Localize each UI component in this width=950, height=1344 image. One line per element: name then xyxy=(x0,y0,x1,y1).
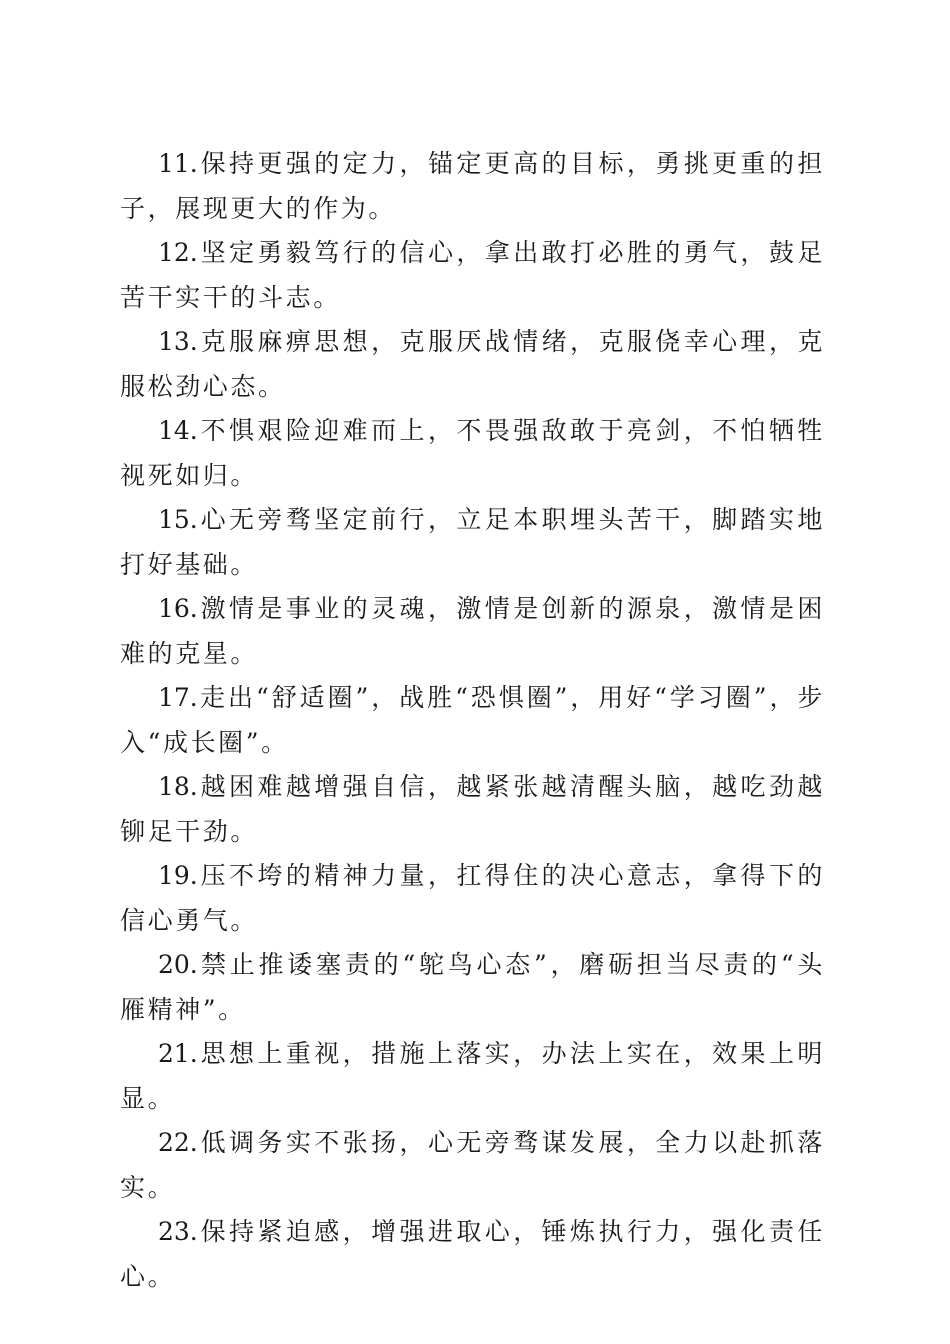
list-item-11 xyxy=(120,142,825,231)
item-number: 13. xyxy=(158,327,198,356)
item-number: 19. xyxy=(158,861,198,890)
item-text: 克服麻痹思想，克服厌战情绪，克服侥幸心理，克服松劲心态。 xyxy=(120,327,825,401)
item-text: 坚定勇毅笃行的信心，拿出敢打必胜的勇气，鼓足苦干实干的斗志。 xyxy=(120,238,825,312)
item-number: 22. xyxy=(158,1128,198,1157)
item-number: 15. xyxy=(158,505,198,534)
list-item-20 xyxy=(120,943,825,1032)
item-text: 不惧艰险迎难而上，不畏强敌敢于亮剑，不怕牺牲视死如归。 xyxy=(120,416,825,490)
item-number: 14. xyxy=(158,416,198,445)
item-text: 保持紧迫感，增强进取心，锤炼执行力，强化责任心。 xyxy=(120,1217,825,1291)
item-number: 17. xyxy=(158,683,198,712)
list-item-16 xyxy=(120,587,825,676)
list-item-19 xyxy=(120,854,825,943)
item-text: 低调务实不张扬，心无旁骛谋发展，全力以赴抓落实。 xyxy=(120,1128,825,1202)
document-page xyxy=(120,142,825,1299)
list-item-22 xyxy=(120,1121,825,1210)
list-item-14 xyxy=(120,409,825,498)
list-item-18 xyxy=(120,765,825,854)
item-text: 压不垮的精神力量，扛得住的决心意志，拿得下的信心勇气。 xyxy=(120,861,825,935)
item-text: 思想上重视，措施上落实，办法上实在，效果上明显。 xyxy=(120,1039,825,1113)
item-text: 心无旁骛坚定前行，立足本职埋头苦干，脚踏实地打好基础。 xyxy=(120,505,825,579)
item-number: 11. xyxy=(158,149,198,178)
item-number: 12. xyxy=(158,238,198,267)
list-item-13 xyxy=(120,320,825,409)
item-text: 禁止推诿塞责的“鸵鸟心态”，磨砺担当尽责的“头雁精神”。 xyxy=(120,950,825,1024)
item-text: 越困难越增强自信，越紧张越清醒头脑，越吃劲越铆足干劲。 xyxy=(120,772,825,846)
item-number: 23. xyxy=(158,1217,198,1246)
item-text: 走出“舒适圈”，战胜“恐惧圈”，用好“学习圈”，步入“成长圈”。 xyxy=(120,683,825,757)
item-text: 激情是事业的灵魂，激情是创新的源泉，激情是困难的克星。 xyxy=(120,594,825,668)
list-item-12 xyxy=(120,231,825,320)
list-item-15 xyxy=(120,498,825,587)
item-number: 20. xyxy=(158,950,198,979)
list-item-21 xyxy=(120,1032,825,1121)
item-number: 21. xyxy=(158,1039,198,1068)
list-item-17 xyxy=(120,676,825,765)
item-number: 18. xyxy=(158,772,198,801)
item-text: 保持更强的定力，锚定更高的目标，勇挑更重的担子，展现更大的作为。 xyxy=(120,149,825,223)
item-number: 16. xyxy=(158,594,198,623)
list-item-23 xyxy=(120,1210,825,1299)
